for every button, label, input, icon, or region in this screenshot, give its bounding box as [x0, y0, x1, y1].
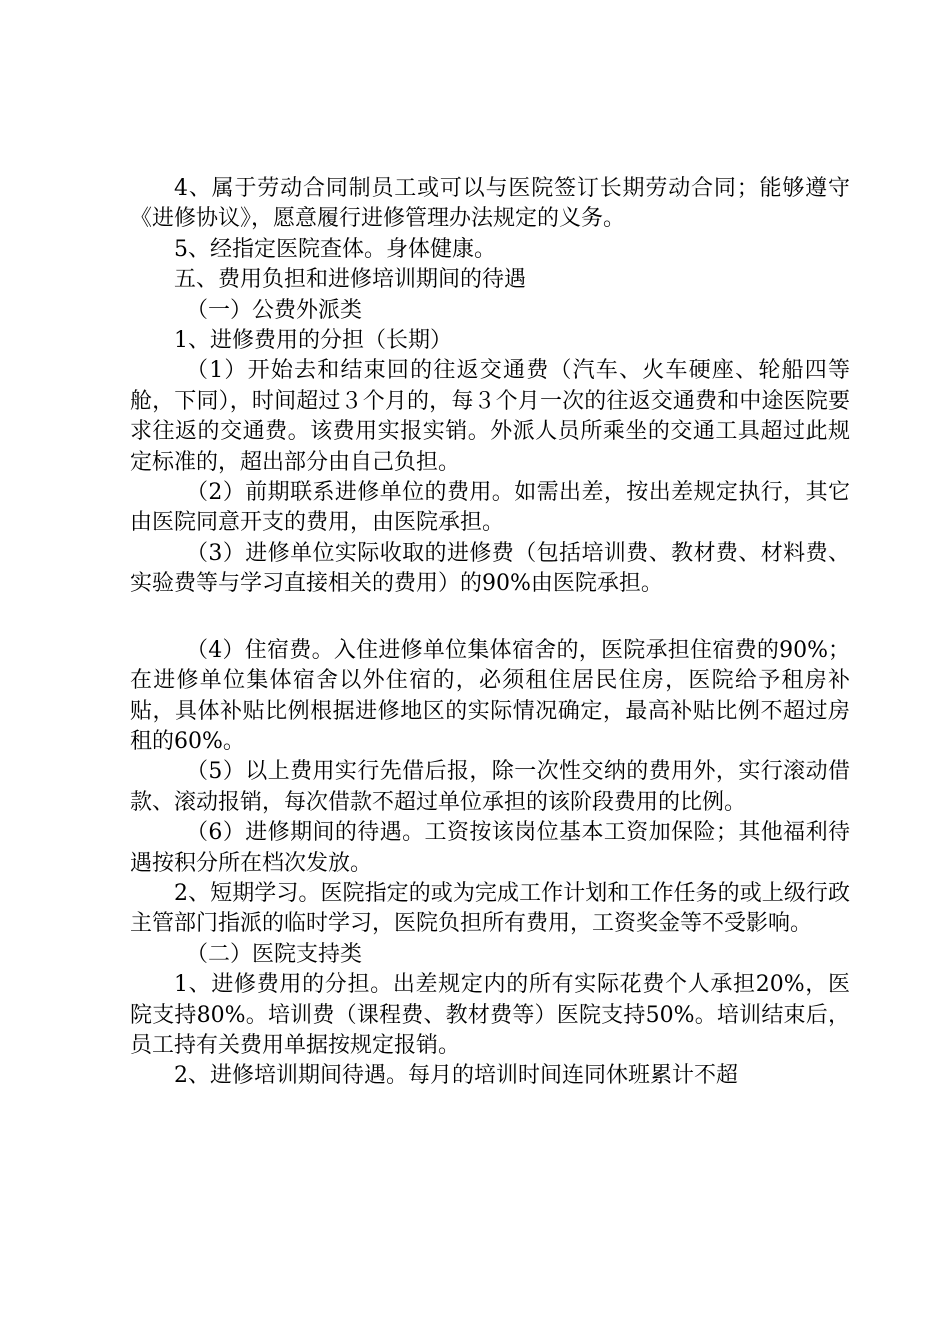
subsection-heading-1: （一）公费外派类	[186, 297, 363, 323]
document-page	[130, 174, 850, 1092]
paragraph-14: 1、进修费用的分担。出差规定内的所有实际花费个人承担20%，医院支持80%。培训费（课程费、教材费等）医院支持50%。培训结束后，员工持有关费用单据按规定报销。	[130, 972, 850, 1058]
paragraph-2: 5、经指定医院查体。身体健康。	[174, 236, 496, 262]
section-heading-5: 五、费用负担和进修培训期间的待遇	[174, 267, 527, 293]
blank-line	[130, 600, 850, 636]
paragraph-8: （3）进修单位实际收取的进修费（包括培训费、教材费、材料费、实验费等与学习直接相关的费用）的90%由医院承担。	[130, 540, 850, 597]
paragraph-6: （1）开始去和结束回的往返交通费（汽车、火车硬座、轮船四等舱，下同），时间超过３个月的，每３个月一次的往返交通费和中途医院要求往返的交通费。该费用实报实销。外派人员所乘坐的交通工具超过此规定标准的，超出部分由自己负担。	[130, 358, 850, 475]
paragraph-7: （2）前期联系进修单位的费用。如需出差，按出差规定执行，其它由医院同意开支的费用，由医院承担。	[130, 480, 850, 536]
subsection-heading-2: （二）医院支持类	[186, 941, 363, 967]
paragraph-15: 2、进修培训期间待遇。每月的培训时间连同休班累计不超	[174, 1063, 738, 1089]
paragraph-5: 1、进修费用的分担（长期）	[174, 328, 452, 354]
paragraph-12: 2、短期学习。医院指定的或为完成工作计划和工作任务的或上级行政主管部门指派的临时学习，医院负担所有费用，工资奖金等不受影响。	[130, 880, 850, 937]
paragraph-11: （6）进修期间的待遇。工资按该岗位基本工资加保险；其他福利待遇按积分所在档次发放。	[130, 820, 850, 876]
paragraph-1: 4、属于劳动合同制员工或可以与医院签订长期劳动合同；能够遵守《进修协议》，愿意履行进修管理办法规定的义务。	[130, 176, 850, 232]
paragraph-9: （4）住宿费。入住进修单位集体宿舍的，医院承担住宿费的90%；在进修单位集体宿舍以外住宿的，必须租住居民住房，医院给予租房补贴，具体补贴比例根据进修地区的实际情况确定，最高补贴比例不超过房租的60%。	[130, 637, 850, 754]
paragraph-10: （5）以上费用实行先借后报，除一次性交纳的费用外，实行滚动借款、滚动报销，每次借款不超过单位承担的该阶段费用的比例。	[130, 759, 850, 815]
